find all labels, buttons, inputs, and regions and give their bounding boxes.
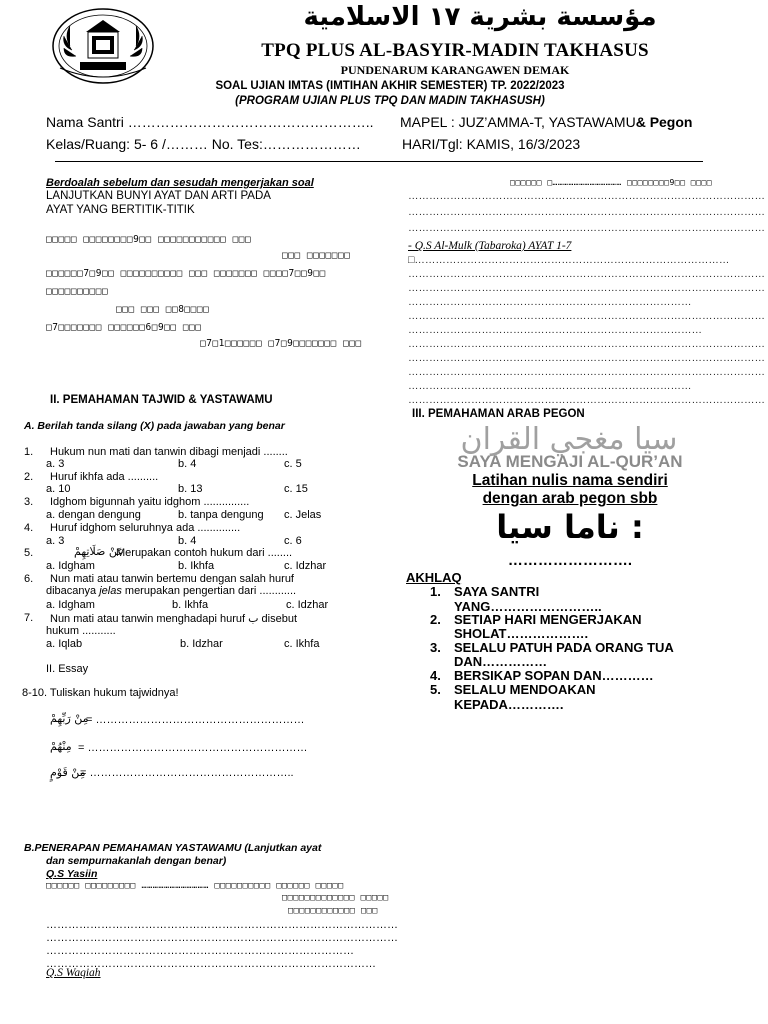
question-3-option-c[interactable]: c. Jelas — [284, 509, 322, 521]
yasiin-verse-line: □□□□□□□□□□□□□ □□□□□ — [282, 893, 389, 903]
instruction-line-1: LANJUTKAN BUNYI AYAT DAN ARTI PADA — [46, 190, 271, 202]
answer-line[interactable]: ………………………………………………………………………………………… — [408, 268, 765, 280]
question-7-text: Nun mati atau tanwin menghadapi huruf ب disebut — [50, 613, 298, 625]
question-2-option-c[interactable]: c. 15 — [284, 483, 308, 495]
answer-line[interactable]: ………………………………………………………………………………………… — [408, 310, 765, 322]
akhlaq-item-2-blank[interactable]: SHOLAT………………. — [454, 626, 589, 641]
essay-label: II. Essay — [46, 663, 89, 675]
essay-3-answer-line[interactable]: = ……………………………………………….. — [80, 767, 294, 779]
question-5-option-b[interactable]: b. Ikhfa — [178, 560, 215, 572]
question-6-text-line-2 — [46, 585, 296, 597]
answer-line[interactable]: ………………………………………………………………………………………… — [408, 338, 765, 350]
question-3-number: 3. — [24, 496, 34, 508]
subject-text: MAPEL : JUZ’AMMA-T, YASTAWAMU — [400, 114, 636, 130]
question-7-text-line-2: hukum ........... — [46, 625, 116, 637]
question-5-option-c[interactable]: c. Idzhar — [284, 560, 327, 572]
question-2-text: Huruf ikhfa ada .......... — [50, 471, 159, 483]
question-4-option-b[interactable]: b. 4 — [178, 535, 197, 547]
exam-date: HARI/Tgl: KAMIS, 16/3/2023 — [402, 136, 581, 152]
akhlaq-item-2-number: 2. — [430, 612, 441, 627]
answer-line[interactable]: ……………………………………………………………………… — [408, 380, 692, 392]
akhlaq-item-1-number: 1. — [430, 584, 441, 599]
akhlaq-item-5-blank[interactable]: KEPADA…………. — [454, 697, 564, 712]
question-1-option-a[interactable]: a. 3 — [46, 458, 65, 470]
yasiin-verse-line: □□□□□□ □□□□□□□□□ ……………………………… □□□□□□□□□□ □□□□□□ □□□□□ — [46, 881, 344, 891]
answer-line[interactable]: ………………………………………………………………………………………… — [408, 282, 765, 294]
question-7-option-a[interactable]: a. Iqlab — [46, 638, 83, 650]
question-6-option-b[interactable]: b. Ikhfa — [172, 599, 209, 611]
answer-line[interactable]: ………………………………………………………………………………………… — [408, 352, 765, 364]
question-5-number: 5. — [24, 547, 34, 559]
surah-al-mulk-label: - Q.S Al-Mulk (Tabaroka) AYAT 1-7 — [408, 240, 572, 252]
question-6-text-2b: merupakan pengertian dari ............ — [121, 585, 297, 597]
question-6-option-a[interactable]: a. Idgham — [46, 599, 95, 611]
exam-title: SOAL UJIAN IMTAS (IMTIHAN AKHIR SEMESTER) TP. 2022/2023 — [215, 80, 565, 92]
mulk-verse-line: □□□□□□ □………………………………… □□□□□□□□9□□ □□□□ — [510, 178, 713, 187]
akhlaq-item-5-text: SELALU MENDOAKAN — [454, 682, 596, 697]
question-7-option-b[interactable]: b. Idzhar — [180, 638, 223, 650]
school-name-title: TPQ PLUS AL-BASYIR-MADIN TAKHASUS — [261, 40, 649, 61]
question-2-option-a[interactable]: a. 10 — [46, 483, 71, 495]
class-room-field[interactable]: Kelas/Ruang: 5- 6 /……… No. Tes:………………… — [46, 136, 361, 152]
section-2-title: II. PEMAHAMAN TAJWID & YASTAWAMU — [50, 394, 273, 406]
essay-2-arabic: مِنْهُمْ — [50, 740, 72, 753]
question-2-number: 2. — [24, 471, 34, 483]
prayer-instruction: Berdoalah sebelum dan sesudah mengerjakan soal — [46, 177, 314, 189]
question-4-option-c[interactable]: c. 6 — [284, 535, 302, 547]
answer-line[interactable]: ………………………………………………………………………………………… — [408, 394, 765, 406]
question-6-option-c[interactable]: c. Idzhar — [286, 599, 329, 611]
question-7-option-c[interactable]: c. Ikhfa — [284, 638, 320, 650]
instruction-line-2: AYAT YANG BERTITIK-TITIK — [46, 204, 195, 216]
question-1-option-c[interactable]: c. 5 — [284, 458, 302, 470]
answer-line[interactable]: □……………………………………………………………………………… — [408, 254, 730, 266]
verse-text-line: □□□ □□□□□□□ — [282, 250, 351, 261]
question-3-option-a[interactable]: a. dengan dengung — [46, 509, 141, 521]
akhlaq-item-4-text[interactable]: BERSIKAP SOPAN DAN………… — [454, 668, 654, 683]
essay-instruction: 8-10. Tuliskan hukum tajwidnya! — [22, 687, 179, 699]
question-4-option-a[interactable]: a. 3 — [46, 535, 65, 547]
pegon-instruction-1: Latihan nulis nama sendiri — [472, 472, 668, 489]
arabic-institution-title: مؤسسة بشرية ١٧ الاسلامية — [303, 2, 657, 32]
answer-line[interactable]: ……………………………………………………………………………… — [46, 958, 376, 970]
akhlaq-item-1-blank[interactable]: YANG…………………….. — [454, 599, 602, 614]
verse-text-line: □□□ □□□ □□8□□□□ — [116, 304, 210, 315]
question-6-number: 6. — [24, 573, 34, 585]
answer-line[interactable]: ………………………………………………………………………………………… — [408, 206, 765, 218]
essay-1-answer-line[interactable]: = ………………………………………………… — [86, 714, 305, 726]
section-3-title: III. PEMAHAMAN ARAB PEGON — [412, 408, 585, 420]
verse-text-line: □□□□□□7□9□□ □□□□□□□□□□ □□□ □□□□□□□ □□□□7□□9□□ — [46, 268, 326, 279]
question-3-text: Idghom bigunnah yaitu idghom ............... — [50, 496, 250, 508]
question-3-option-b[interactable]: b. tanpa dengung — [178, 509, 264, 521]
essay-3-arabic: مِنْ قَوْمٍ — [50, 766, 86, 779]
pegon-arabic-heading: سيا مغجي القران — [460, 422, 678, 457]
question-1-number: 1. — [24, 446, 34, 458]
akhlaq-item-5-number: 5. — [430, 682, 441, 697]
section-b-title: B.PENERAPAN PEMAHAMAN YASTAWAMU (Lanjutkan ayat — [24, 842, 322, 854]
section-b-subtitle: dan sempurnakanlah dengan benar) — [46, 855, 227, 867]
verse-text-line: □7□1□□□□□□ □7□9□□□□□□□ □□□ — [200, 338, 362, 349]
answer-line[interactable]: ………………………………………………………………………………………… — [408, 366, 765, 378]
answer-line[interactable]: ………………………………………………………………………… — [46, 945, 354, 957]
subject-label — [400, 114, 692, 130]
akhlaq-item-3-number: 3. — [430, 640, 441, 655]
question-1-text: Hukum nun mati dan tanwin dibagi menjadi ........ — [50, 446, 288, 458]
akhlaq-item-1-text: SAYA SANTRI — [454, 584, 540, 599]
surah-waqiah-label: Q.S Waqiah — [46, 967, 101, 979]
verse-text-line: □□□□□□□□□□ — [46, 286, 109, 297]
question-5-text: Merupakan contoh hukum dari ........ — [116, 547, 293, 559]
verse-text-line: □□□□□ □□□□□□□□9□□ □□□□□□□□□□□ □□□ — [46, 234, 252, 245]
school-address: PUNDENARUM KARANGAWEN DEMAK — [340, 63, 570, 77]
part-a-instruction: A. Berilah tanda silang (X) pada jawaban yang benar — [24, 420, 285, 432]
question-6-text: Nun mati atau tanwin bertemu dengan salah huruf — [50, 573, 294, 585]
answer-line[interactable]: ………………………………………………………………………………………… — [408, 190, 765, 202]
surah-yasiin-label: Q.S Yasiin — [46, 868, 98, 880]
akhlaq-item-4-number: 4. — [430, 668, 441, 683]
answer-line[interactable]: …………………………………………………………………………………… — [46, 932, 398, 944]
question-5-arabic-example: عَنْ صَلَاتِهِمْ — [74, 545, 124, 558]
question-6-text-2-italic: jelas — [99, 585, 122, 597]
question-6-text-2a: dibacanya — [46, 585, 100, 597]
akhlaq-title: AKHLAQ — [406, 570, 462, 585]
akhlaq-item-3-text: SELALU PATUH PADA ORANG TUA — [454, 640, 674, 655]
answer-line[interactable]: ………………………………………………………………………… — [408, 324, 702, 336]
answer-line[interactable]: ………………………………………………………………………………………… — [408, 222, 765, 234]
question-1-option-b[interactable]: b. 4 — [178, 458, 197, 470]
pegon-name-answer-line[interactable]: ……………………. — [507, 552, 633, 569]
program-title: (PROGRAM UJIAN PLUS TPQ DAN MADIN TAKHASUSH) — [235, 95, 545, 107]
question-2-option-b[interactable]: b. 13 — [178, 483, 203, 495]
question-7-number: 7. — [24, 612, 34, 624]
yasiin-verse-line: □□□□□□□□□□□□ □□□ — [288, 906, 378, 916]
akhlaq-item-2-text: SETIAP HARI MENGERJAKAN — [454, 612, 642, 627]
question-4-number: 4. — [24, 522, 34, 534]
verse-text-line: □7□□□□□□□ □□□□□□6□9□□ □□□ — [46, 322, 202, 333]
header-divider — [55, 161, 703, 162]
pegon-instruction-2: dengan arab pegon sbb — [482, 490, 658, 507]
answer-line[interactable]: …………………………………………………………………………………… — [46, 919, 398, 931]
akhlaq-item-3-blank[interactable]: DAN…………… — [454, 654, 548, 669]
essay-1-arabic: مِنْ رَبِّهِمْ — [50, 712, 89, 725]
answer-line[interactable]: ……………………………………………………………………… — [408, 296, 692, 308]
essay-2-answer-line[interactable]: = …………………………………………………… — [78, 742, 308, 754]
pegon-name-label: : ناما سيا — [496, 508, 644, 546]
pegon-latin-heading: SAYA MENGAJI AL-QUR’AN — [457, 452, 683, 471]
student-name-field[interactable]: Nama Santri …………………………………………….. — [46, 114, 374, 130]
subject-extra: & Pegon — [635, 114, 693, 130]
question-4-text: Huruf idghom seluruhnya ada .............. — [50, 522, 241, 534]
question-5-option-a[interactable]: a. Idgham — [46, 560, 95, 572]
school-logo — [50, 6, 156, 86]
